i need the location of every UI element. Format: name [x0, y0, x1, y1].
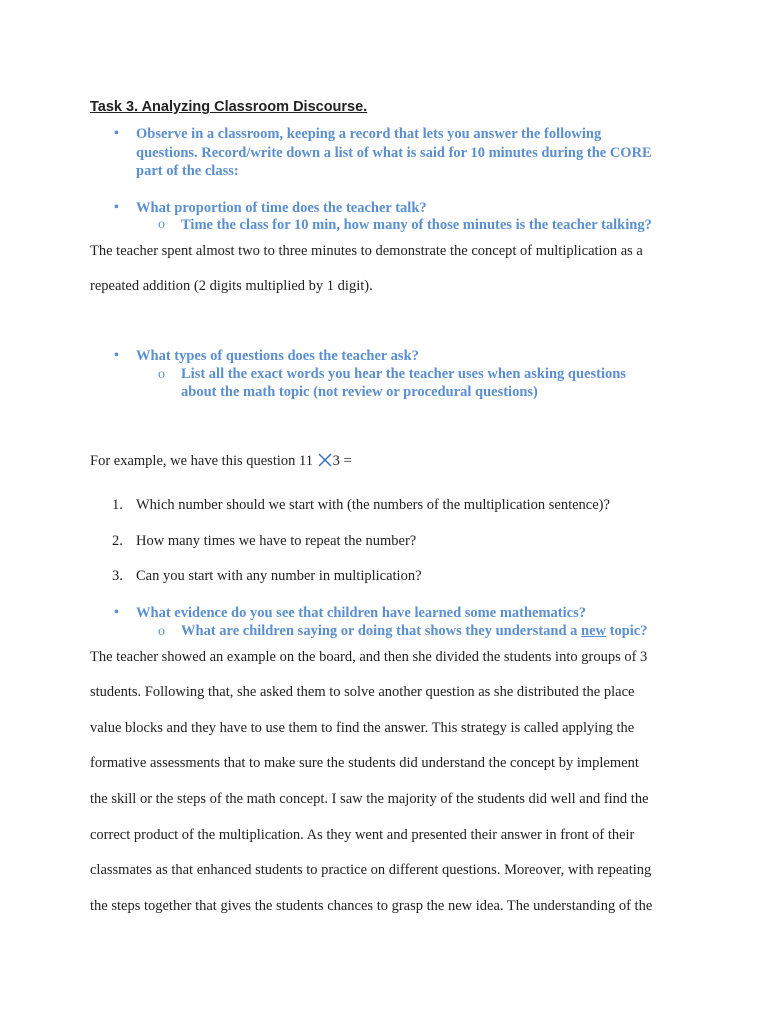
sub-bullet-marker: o [158, 217, 165, 232]
prompt-question: What proportion of time does the teacher talk? [136, 200, 427, 216]
bullet-marker: • [114, 348, 119, 363]
list-number: 2. [112, 533, 123, 549]
paragraph-line: The teacher showed an example on the board, and then she divided the students into groups of 3 [90, 649, 648, 665]
paragraph-line: correct product of the multiplication. As they went and presented their answer in front of their [90, 827, 635, 843]
bullet-marker: • [114, 605, 119, 620]
paragraph-line: the steps together that gives the students chances to grasp the new idea. The understanding of the [90, 898, 653, 914]
list-item: How many times we have to repeat the number? [136, 533, 417, 549]
document-title: Task 3. Analyzing Classroom Discourse. [90, 99, 368, 115]
bullet-marker: • [114, 126, 119, 141]
list-number: 3. [112, 568, 123, 584]
list-item: Which number should we start with (the numbers of the multiplication sentence)? [136, 497, 610, 513]
bullet-marker: • [114, 200, 119, 215]
answer-line: repeated addition (2 digits multiplied by 1 digit). [90, 278, 373, 294]
prompt-subquestion [181, 623, 648, 640]
underlined-word: new [581, 623, 607, 639]
subquestion-text: topic? [606, 623, 648, 639]
sub-bullet-marker: o [158, 624, 165, 639]
prompt-line: part of the class: [136, 163, 239, 179]
prompt-line: Observe in a classroom, keeping a record that lets you answer the following [136, 126, 602, 142]
prompt-subquestion: List all the exact words you hear the teacher uses when asking questions [181, 366, 626, 382]
example-tail: 3 = [332, 453, 352, 469]
prompt-line: questions. Record/write down a list of what is said for 10 minutes during the CORE [136, 145, 652, 161]
prompt-subquestion: about the math topic (not review or procedural questions) [181, 384, 538, 400]
paragraph-line: formative assessments that to make sure the students did understand the concept by implement [90, 755, 639, 771]
subquestion-text: What are children saying or doing that shows they understand a [181, 623, 582, 639]
multiply-icon [317, 453, 333, 467]
prompt-question: What types of questions does the teacher ask? [136, 348, 419, 364]
paragraph-line: value blocks and they have to use them to find the answer. This strategy is called applying the [90, 720, 635, 736]
prompt-question: What evidence do you see that children have learned some mathematics? [136, 605, 586, 621]
list-item: Can you start with any number in multiplication? [136, 568, 422, 584]
paragraph-line: the skill or the steps of the math concept. I saw the majority of the students did well and find the [90, 791, 649, 807]
list-number: 1. [112, 497, 123, 513]
prompt-subquestion: Time the class for 10 min, how many of those minutes is the teacher talking? [181, 217, 652, 233]
paragraph-line: classmates as that enhanced students to practice on different questions. Moreover, with repeating [90, 862, 652, 878]
answer-line: The teacher spent almost two to three minutes to demonstrate the concept of multiplication as a [90, 243, 643, 259]
sub-bullet-marker: o [158, 367, 165, 382]
example-line [90, 453, 352, 470]
example-intro: For example, we have this question 11 [90, 453, 313, 469]
paragraph-line: students. Following that, she asked them to solve another question as she distributed the place [90, 684, 635, 700]
